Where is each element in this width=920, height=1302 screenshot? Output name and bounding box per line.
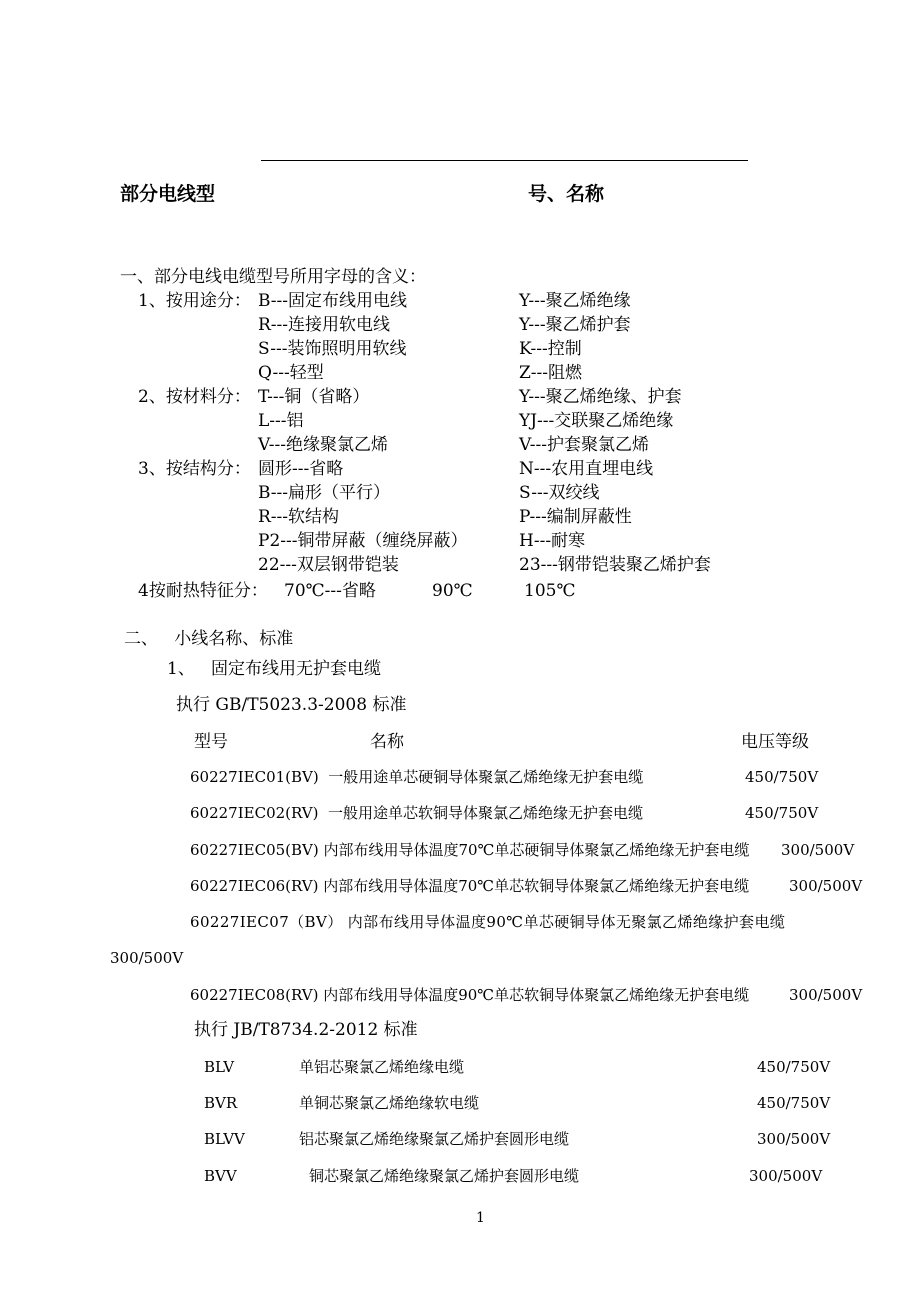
group2-right-1: YJ---交联聚乙烯绝缘 — [519, 411, 674, 431]
table-row-voltage: 300/500V — [110, 949, 184, 967]
group3-left-3: P2---铜带屏蔽（缠绕屏蔽） — [258, 531, 468, 551]
table-row-voltage: 450/750V — [745, 768, 819, 786]
table-row-voltage: 450/750V — [745, 804, 819, 822]
section2-subheading: 1、 固定布线用无护套电缆 — [167, 659, 382, 679]
heat-value-70: 70℃---省略 — [284, 581, 376, 601]
table-row-text: 60227IEC07（BV） 内部布线用导体温度90℃单芯硬铜导体无聚氯乙烯绝缘护套电缆 — [190, 913, 786, 931]
page-title-left: 部分电线型 — [120, 183, 216, 205]
group3-left-0: 圆形---省略 — [258, 459, 344, 479]
group1-left-0: B---固定布线用电线 — [258, 291, 408, 311]
table-row-voltage: 300/500V — [749, 1167, 823, 1185]
group2-left-2: V---绝缘聚氯乙烯 — [258, 435, 388, 455]
group2-right-0: Y---聚乙烯绝缘、护套 — [519, 387, 682, 407]
table-row-voltage: 300/500V — [789, 877, 863, 895]
table-row-voltage: 300/500V — [789, 986, 863, 1004]
standard-gb: 执行 GB/T5023.3-2008 标准 — [176, 695, 407, 715]
group3-right-3: H---耐寒 — [519, 531, 586, 551]
table-row-name: 单铜芯聚氯乙烯绝缘软电缆 — [299, 1094, 480, 1112]
group1-left-3: Q---轻型 — [258, 363, 324, 383]
group3-left-1: B---扁形（平行） — [258, 483, 391, 503]
group1-right-0: Y---聚乙烯绝缘 — [519, 291, 631, 311]
group1-left-1: R---连接用软电线 — [258, 315, 391, 335]
table-row-name: 铝芯聚氯乙烯绝缘聚氯乙烯护套圆形电缆 — [299, 1130, 570, 1148]
table-row-voltage: 450/750V — [757, 1058, 831, 1076]
table-row-text: 60227IEC02(RV) 一般用途单芯软铜导体聚氯乙烯绝缘无护套电缆 — [190, 804, 643, 822]
table-row-text: 60227IEC06(RV) 内部布线用导体温度70℃单芯软铜导体聚氯乙烯绝缘无护套电缆 — [190, 877, 750, 895]
table-row-voltage: 300/500V — [781, 841, 855, 859]
standard-jb: 执行 JB/T8734.2-2012 标准 — [194, 1020, 418, 1040]
section2-heading: 二、 小线名称、标准 — [124, 629, 294, 649]
column-header-name: 名称 — [370, 732, 404, 752]
group1-label: 1、按用途分： — [138, 291, 251, 311]
table-row-name: 铜芯聚氯乙烯绝缘聚氯乙烯护套圆形电缆 — [309, 1167, 580, 1185]
heat-value-90: 90℃ — [432, 581, 473, 601]
table-row-name: 单铝芯聚氯乙烯绝缘电缆 — [299, 1058, 465, 1076]
table-row-voltage: 300/500V — [757, 1130, 831, 1148]
group2-right-2: V---护套聚氯乙烯 — [519, 435, 649, 455]
table-row-model: BVR — [204, 1094, 238, 1112]
table-row-text: 60227IEC05(BV) 内部布线用导体温度70℃单芯硬铜导体聚氯乙烯绝缘无护套电缆 — [190, 841, 750, 859]
group3-right-4: 23---钢带铠装聚乙烯护套 — [519, 555, 711, 575]
group1-right-1: Y---聚乙烯护套 — [519, 315, 631, 335]
table-row-text: 60227IEC08(RV) 内部布线用导体温度90℃单芯软铜导体聚氯乙烯绝缘无护套电缆 — [190, 986, 750, 1004]
heat-label: 4按耐热特征分： — [138, 581, 268, 601]
group2-left-1: L---铝 — [258, 411, 304, 431]
table-row-model: BLV — [204, 1058, 235, 1076]
column-header-model: 型号 — [194, 732, 228, 752]
group3-label: 3、按结构分： — [138, 459, 251, 479]
group3-right-1: S---双绞线 — [519, 483, 600, 503]
header-rule — [261, 160, 748, 161]
page-number: 1 — [476, 1210, 485, 1226]
group3-left-2: R---软结构 — [258, 507, 340, 527]
table-row-text: 60227IEC01(BV) 一般用途单芯硬铜导体聚氯乙烯绝缘无护套电缆 — [190, 768, 644, 786]
group1-right-3: Z---阻燃 — [519, 363, 583, 383]
table-row-model: BVV — [204, 1167, 237, 1185]
group2-label: 2、按材料分： — [138, 387, 251, 407]
section1-heading: 一、部分电线电缆型号所用字母的含义： — [120, 267, 426, 287]
page-title-right: 号、名称 — [528, 183, 605, 205]
group2-left-0: T---铜（省略） — [258, 387, 370, 407]
group1-right-2: K---控制 — [519, 339, 582, 359]
group3-right-0: N---农用直埋电线 — [519, 459, 654, 479]
group3-left-4: 22---双层钢带铠装 — [258, 555, 399, 575]
table-row-voltage: 450/750V — [757, 1094, 831, 1112]
group3-right-2: P---编制屏蔽性 — [519, 507, 632, 527]
column-header-voltage: 电压等级 — [741, 732, 809, 752]
table-row-model: BLVV — [204, 1130, 245, 1148]
group1-left-2: S---装饰照明用软线 — [258, 339, 407, 359]
heat-value-105: 105℃ — [524, 581, 576, 601]
